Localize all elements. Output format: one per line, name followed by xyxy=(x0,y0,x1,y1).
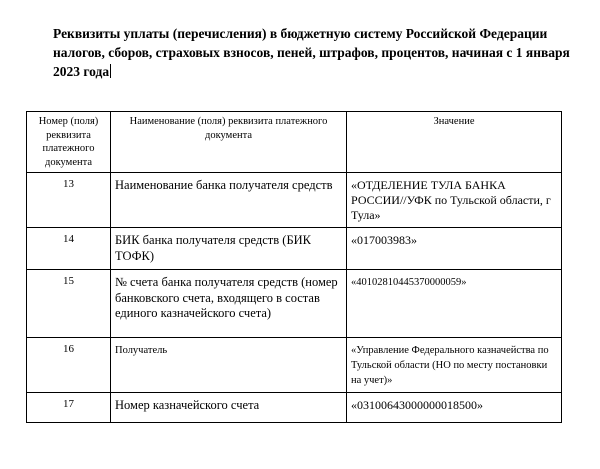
row-value: «03100643000000018500» xyxy=(347,393,562,423)
header-name: Наименование (поля) реквизита платежного документа xyxy=(111,112,347,173)
heading-text: Реквизиты уплаты (перечисления) в бюджетную систему Российской Федерации налогов, сборов, страховых взносов, пеней, штрафов, процентов, начиная с 1 января 2023 года xyxy=(53,26,570,79)
row-number: 14 xyxy=(27,228,111,270)
row-value: «40102810445370000059» xyxy=(347,270,562,338)
row-number: 13 xyxy=(27,173,111,228)
row-number: 15 xyxy=(27,270,111,338)
table-row xyxy=(27,393,562,423)
table-row xyxy=(27,270,562,338)
row-name: № счета банка получателя средств (номер банковского счета, входящего в состав единого казначейского счета) xyxy=(111,270,347,338)
table-row xyxy=(27,338,562,393)
row-name: Наименование банка получателя средств xyxy=(111,173,347,228)
row-number: 17 xyxy=(27,393,111,423)
row-number: 16 xyxy=(27,338,111,393)
table-row xyxy=(27,228,562,270)
table-row xyxy=(27,173,562,228)
row-name: БИК банка получателя средств (БИК ТОФК) xyxy=(111,228,347,270)
text-cursor xyxy=(110,64,111,78)
document-heading xyxy=(53,24,573,81)
header-value: Значение xyxy=(347,112,562,173)
requisites-table xyxy=(26,111,562,423)
row-name: Получатель xyxy=(111,338,347,393)
row-value: «017003983» xyxy=(347,228,562,270)
row-name: Номер казначейского счета xyxy=(111,393,347,423)
row-value: «ОТДЕЛЕНИЕ ТУЛА БАНКА РОССИИ//УФК по Тульской области, г Тула» xyxy=(347,173,562,228)
table-header-row xyxy=(27,112,562,173)
header-number: Номер (поля) реквизита платежного документа xyxy=(27,112,111,173)
row-value: «Управление Федерального казначейства по Тульской области (НО по месту постановки на учет)» xyxy=(347,338,562,393)
